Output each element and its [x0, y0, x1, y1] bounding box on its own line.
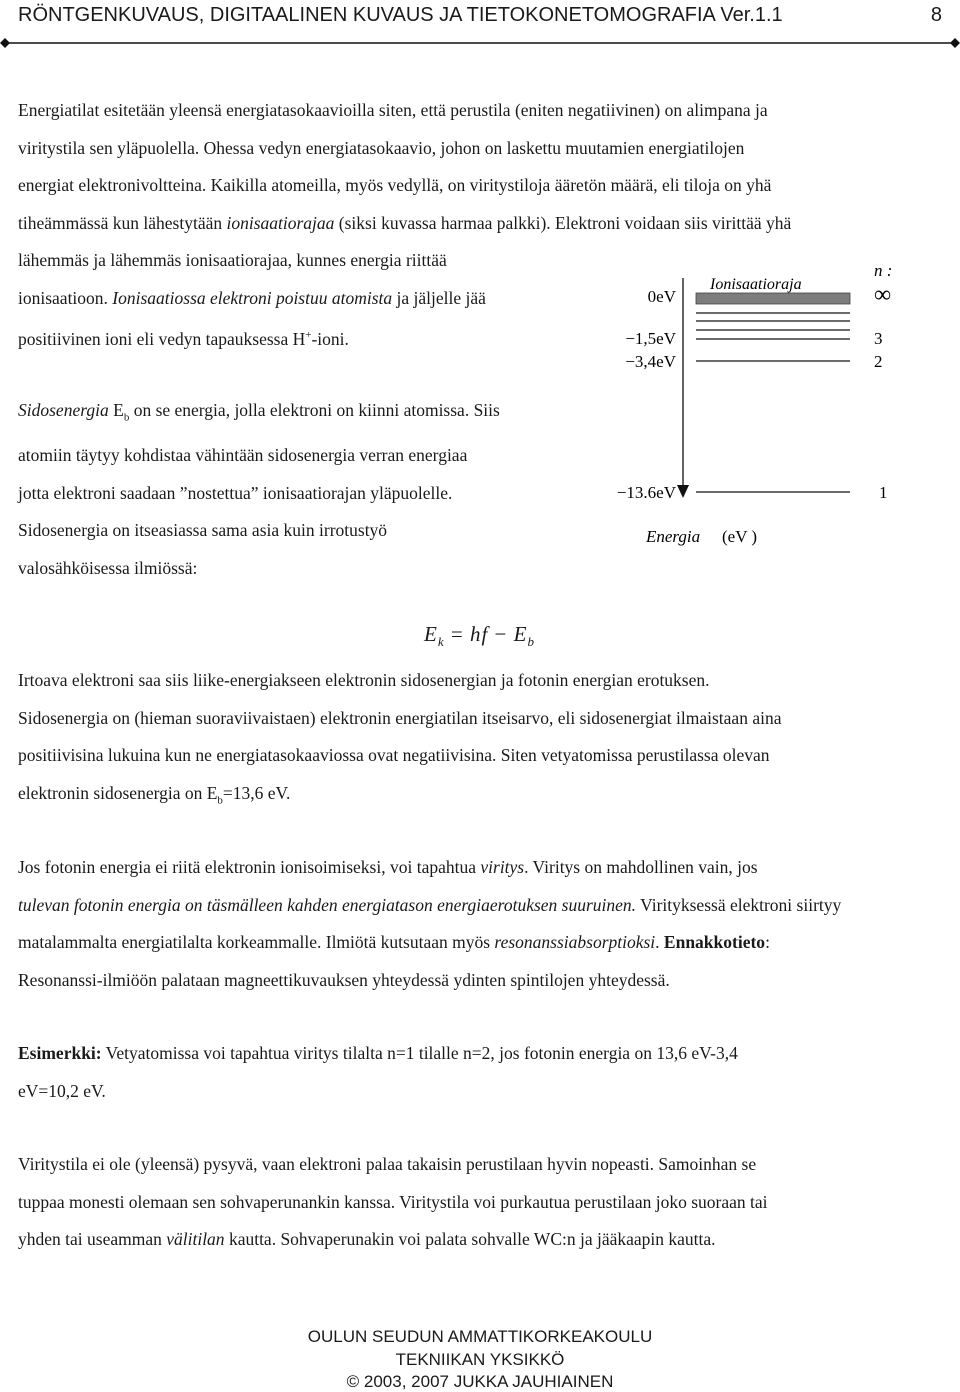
text-line: eV=10,2 eV.: [18, 1080, 106, 1101]
text-line: Sidosenergia on (hieman suoraviivaistaen) elektronin energiatilan itseisarvo, eli sidosenergiat ilmaistaan aina: [18, 707, 782, 728]
energy-level-diagram: [590, 258, 920, 558]
paragraph-relaxation: [18, 1146, 767, 1259]
text-line: viritystila sen yläpuolella. Ohessa vedyn energiatasokaavio, johon on laskettu muutamien energiatilojen: [18, 137, 745, 158]
axis-unit: (eV ): [722, 527, 758, 546]
text-line: tulevan fotonin energia on täsmälleen kahden energiatason energiaerotuksen suuruinen. Virityksessä elektroni siirtyy: [18, 894, 842, 915]
binding-energy-equation: $E_k$ = hf − $E_b$: [424, 622, 535, 650]
n-label: n :: [874, 261, 893, 280]
level-n-1: 1: [879, 483, 888, 502]
footer-line-1: OULUN SEUDUN AMMATTIKORKEAKOULU: [307, 1327, 653, 1346]
level-energy-3: −1,5eV: [625, 329, 676, 348]
text-line: lähemmäs ja lähemmäs ionisaatiorajaa, kunnes energia riittää: [18, 250, 447, 270]
text-line: Resonanssi-ilmiöön palataan magneettikuvauksen yhteydessä ydinten spintilojen yhteydessä.: [18, 969, 670, 990]
paragraph-kinetic-energy: [18, 662, 781, 820]
ionization-bar: [696, 293, 850, 304]
footer-line-2: TEKNIIKAN YKSIKKÖ: [395, 1350, 565, 1369]
axis-label: Energia: [646, 527, 701, 546]
text-line: Sidosenergia on itseasiassa sama asia kuin irrotustyö: [18, 520, 388, 540]
text-line: Irtoava elektroni saa siis liike-energiakseen elektronin sidosenergian ja fotonin energian erotuksen.: [18, 670, 710, 690]
text-line: Sidosenergia $E_b$ on se energia, jolla elektroni on kiinni atomissa. Siis: [18, 400, 500, 424]
text-line: Viritystila ei ole (yleensä) pysyvä, vaan elektroni palaa takaisin perustilaan hyvin nopeasti. Samoinhan se: [18, 1154, 757, 1174]
text-line: positiivisina lukuina kun ne energiatasokaaviossa ovat negatiivisina. Siten vetyatomissa perustilassa olevan: [18, 745, 770, 765]
footer-copyright: © 2003, 2007 JUKKA JAUHIAINEN: [346, 1372, 614, 1391]
text-line: elektronin sidosenergia on $E_b=13,6$ eV.: [18, 782, 291, 806]
text-line: tiheämmässä kun lähestytään ionisaatiorajaa (siksi kuvassa harmaa palkki). Elektroni voidaan siis virittää yhä: [18, 212, 792, 233]
level-energy-1: −13.6eV: [616, 483, 676, 502]
text-line: atomiin täytyy kohdistaa vähintään sidosenergia verran energiaa: [18, 445, 468, 465]
text-line: jotta elektroni saadaan ”nostettua” ionisaatiorajan yläpuolelle.: [18, 482, 453, 503]
level-n-3: 3: [874, 329, 883, 348]
text-line: tuppaa monesti olemaan sen sohvaperunankin kanssa. Viritystila voi purkautua perustilaan joko suoraan tai: [18, 1191, 768, 1212]
text-line: ionisaatioon. Ionisaatiossa elektroni poistuu atomista ja jäljelle jää: [18, 287, 486, 308]
paragraph-excitation: [18, 849, 841, 999]
text-line: Esimerkki: Vetyatomissa voi tapahtua viritys tilalta n=1 tilalle n=2, jos fotonin energia on 13,6 eV-3,4: [18, 1043, 738, 1063]
text-line: positiivinen ioni eli vedyn tapauksessa H+-ioni.: [18, 328, 349, 349]
ionization-label: Ionisaatioraja: [710, 276, 802, 293]
text-line: yhden tai useamman välitilan kautta. Sohvaperunakin voi palata sohvalle WC:n ja jääkaapin kautta.: [18, 1229, 716, 1249]
text-line: energiat elektronivoltteina. Kaikilla atomeilla, myös vedyllä, on viritystiloja ääretön määrä, eli tiloja on yhä: [18, 175, 772, 195]
header-title: RÖNTGENKUVAUS, DIGITAALINEN KUVAUS JA TIETOKONETOMOGRAFIA Ver.1.1: [18, 4, 783, 26]
paragraph-example: [18, 1035, 738, 1110]
text-line: valosähköisessa ilmiössä:: [18, 557, 198, 578]
level-energy-2: −3,4eV: [625, 352, 676, 371]
infinity-symbol: ∞: [874, 282, 892, 308]
text-line: Jos fotonin energia ei riitä elektronin ionisoimiseksi, voi tapahtua viritys. Viritys on mahdollinen vain, jos: [18, 857, 758, 877]
level-energy-0: 0eV: [647, 287, 676, 306]
page-header: [18, 4, 958, 27]
level-n-2: 2: [874, 352, 883, 371]
paragraph-binding-energy: [18, 392, 500, 587]
page-number: 8: [930, 4, 942, 26]
text-line: Energiatilat esitetään yleensä energiatasokaavioilla siten, että perustila (eniten negatiivinen) on alimpana ja: [18, 100, 768, 120]
header-rule: [0, 38, 960, 48]
text-line: matalammalta energiatilalta korkeammalle. Ilmiötä kutsutaan myös resonanssiabsorptioksi. Ennakkotieto:: [18, 932, 770, 952]
energy-axis-arrowhead: [677, 485, 689, 498]
